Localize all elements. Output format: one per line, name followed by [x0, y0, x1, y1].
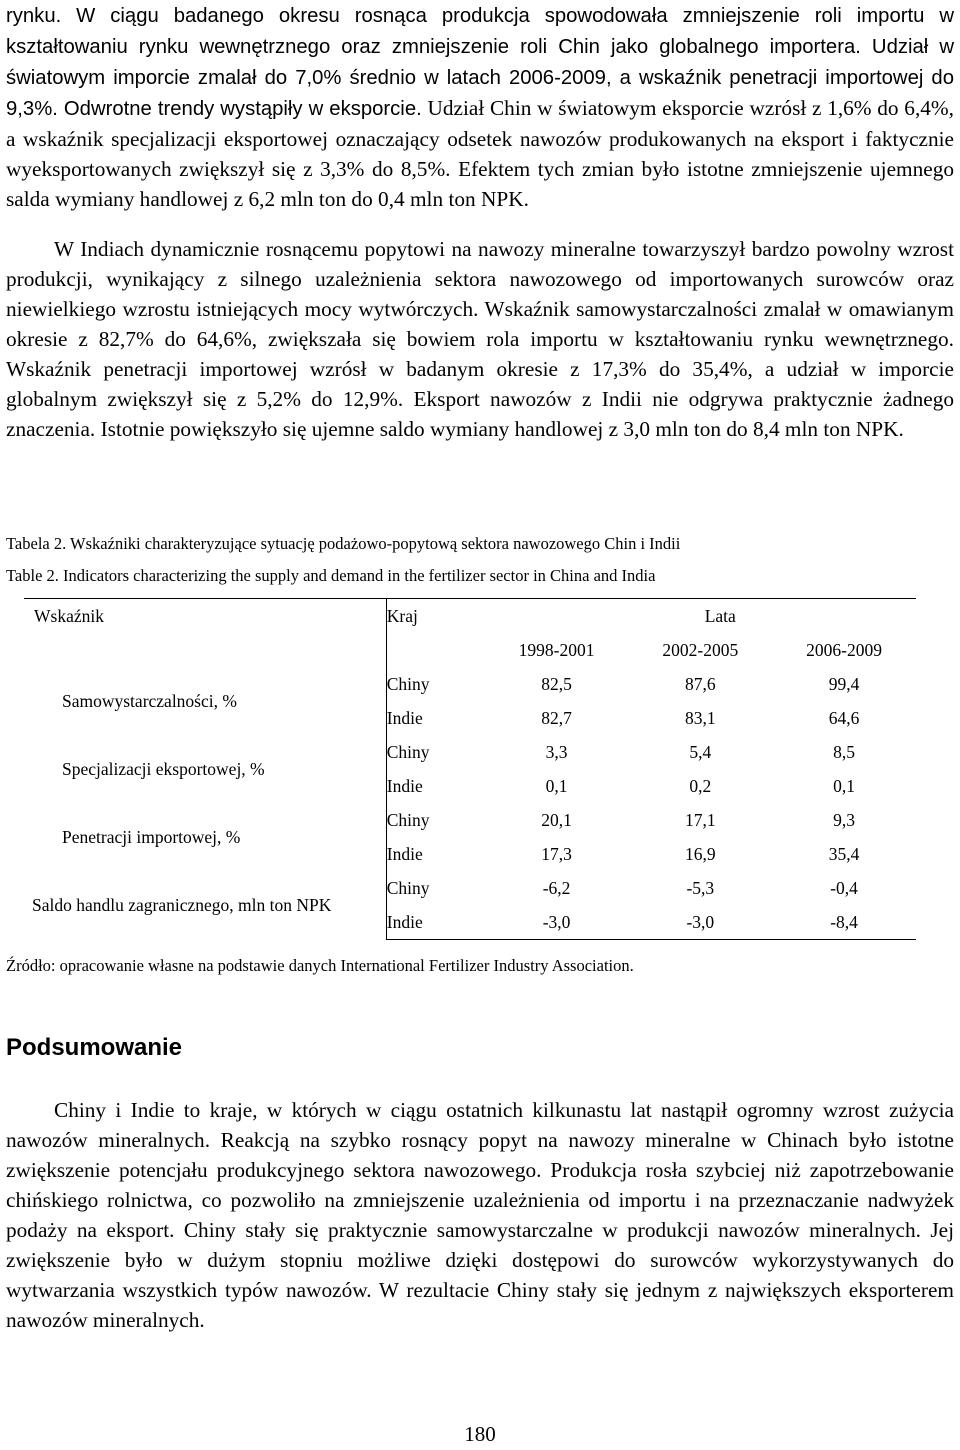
- indicator-label: Samowystarczalności, %: [62, 691, 237, 711]
- paragraph-china-part-b: Udział Chin w światowym eksporcie wzrósł z 1,6% do 6,4%, a wskaźnik specjalizacji eksportowej oznaczający odsetek nawozów produkowanych na eksport i faktycznie wyeksportowanych zwiększył się z 3,3% do 8,5%.: [6, 96, 954, 181]
- table-header-row: [24, 599, 916, 634]
- paragraph-china-part-c: Efektem tych zmian było istotne zmniejszenie ujemnego salda wymiany handlowej z 6,2 mln ton do 0,4 mln ton NPK.: [6, 157, 954, 211]
- table-cell: 20,1: [541, 809, 572, 830]
- table-cell: -3,0: [628, 905, 772, 940]
- table-cell: 9,3: [833, 809, 856, 830]
- summary-paragraph: [6, 1095, 954, 1335]
- country-label: Indie: [386, 837, 484, 871]
- header-period: 2002-2005: [662, 639, 739, 660]
- indicators-table: [24, 598, 916, 940]
- table-row: [24, 803, 916, 837]
- paragraph-china-part-a: rynku. W ciągu badanego okresu rosnąca produkcja spowodowała zmniejszenie roli importu w kształtowaniu rynku wewnętrznego oraz zmniejszenie roli Chin jako globalnego importera. Udział w światowym imporcie zmalał do 7,0% średnio w latach 2006-2009, a wskaźnik penetracji importowej do 9,3%. Odwrotne trendy wystąpiły w eksporcie.: [6, 5, 954, 120]
- table-cell: 87,6: [685, 673, 716, 694]
- header-indicator: Wskaźnik: [24, 599, 386, 634]
- table-source-note: Źródło: opracowanie własne na podstawie danych International Fertilizer Industry Association.: [6, 956, 634, 975]
- indicator-label: Saldo handlu zagranicznego, mln ton NPK: [32, 895, 332, 916]
- table-cell: -5,3: [686, 877, 715, 898]
- paragraph-india-text: W Indiach dynamicznie rosnącemu popytowi na nawozy mineralne towarzyszył bardzo powolny wzrost produkcji, wynikający z silnego uzależnienia sektora nawozowego od importowanych surowców oraz niewielkiego wzrostu istniejących mocy wytwórczych. Wskaźnik samowystarczalności zmalał w omawianym okresie z 82,7% do 64,6%, zwiększała się bowiem rola importu w kształtowaniu rynku wewnętrznego. Wskaźnik penetracji importowej wzrósł w badanym okresie z 17,3% do 35,4%, a udział w imporcie globalnym zwiększył się z 5,2% do 12,9%. Eksport nawozów z Indii nie odgrywa praktycznie żadnego znaczenia. Istotnie powiększyło się ujemne saldo wymiany handlowej z 3,0 mln ton do 8,4 mln ton NPK.: [6, 237, 954, 441]
- page-number: 180: [464, 1422, 496, 1446]
- table-cell: -0,4: [830, 877, 858, 898]
- table-cell: -6,2: [542, 877, 571, 898]
- table-row: [24, 871, 916, 905]
- summary-text: Chiny i Indie to kraje, w których w ciągu ostatnich kilkunastu lat nastąpił ogromny wzrost zużycia nawozów mineralnych. Reakcją na szybko rosnący popyt na nawozy mineralne w Chinach było istotne zwiększenie potencjału produkcyjnego sektora nawozowego. Produkcja rosła szybciej niż zapotrzebowanie chińskiego rolnictwa, co pozwoliło na zmniejszenie uzależnienia od importu i na przeznaczanie nadwyżek podaży na eksport. Chiny stały się praktycznie samowystarczalne w produkcji nawozów mineralnych. Jej zwiększenie było w dużym stopniu możliwe dzięki dostępowi do surowców wykorzystywanych do wytwarzania wszystkich typów nawozów. W rezultacie Chiny stały się jednym z największych eksporterem nawozów mineralnych.: [6, 1098, 954, 1332]
- header-period: 1998-2001: [518, 639, 595, 660]
- paragraph-china: [6, 0, 954, 214]
- table-caption-polish: Tabela 2. Wskaźniki charakteryzujące sytuację podażowo-popytową sektora nawozowego Chin i Indii: [6, 534, 681, 553]
- table-cell: 16,9: [685, 843, 716, 864]
- header-country: Kraj: [386, 599, 484, 634]
- table-cell: 8,5: [833, 741, 856, 762]
- header-empty: [24, 633, 386, 667]
- table-row: [24, 735, 916, 769]
- table-row: [24, 667, 916, 701]
- country-label: Indie: [386, 769, 484, 803]
- country-label: Indie: [386, 905, 484, 940]
- table-cell: 0,1: [833, 775, 856, 796]
- table-cell: 35,4: [828, 843, 860, 864]
- indicator-label: Penetracji importowej, %: [62, 827, 241, 847]
- table-cell: 3,3: [545, 741, 568, 762]
- table-cell: 82,5: [541, 673, 572, 694]
- country-label: Indie: [386, 701, 484, 735]
- header-country-empty: [386, 633, 484, 667]
- table-cell: -8,4: [772, 905, 916, 940]
- table-cell: 5,4: [689, 741, 712, 762]
- table-cell: -3,0: [485, 905, 629, 940]
- header-period: 2006-2009: [806, 639, 882, 660]
- table-cell: 99,4: [828, 673, 860, 694]
- table-cell: 0,2: [689, 775, 712, 796]
- table-cell: 0,1: [545, 775, 568, 796]
- section-heading: Podsumowanie: [6, 1034, 183, 1061]
- country-label: Chiny: [386, 871, 484, 905]
- table-cell: 17,1: [685, 809, 716, 830]
- country-label: Chiny: [386, 803, 484, 837]
- table-cell: 17,3: [541, 843, 572, 864]
- paragraph-india: [6, 234, 954, 444]
- table-cell: 82,7: [541, 707, 572, 728]
- table-periods-row: [24, 633, 916, 667]
- table-cell: 64,6: [828, 707, 860, 728]
- country-label: Chiny: [386, 667, 484, 701]
- table-cell: 83,1: [685, 707, 716, 728]
- indicator-label: Specjalizacji eksportowej, %: [62, 759, 265, 779]
- table-caption-english: Table 2. Indicators characterizing the supply and demand in the fertilizer sector in China and India: [6, 566, 656, 585]
- header-years: Lata: [485, 599, 916, 634]
- country-label: Chiny: [386, 735, 484, 769]
